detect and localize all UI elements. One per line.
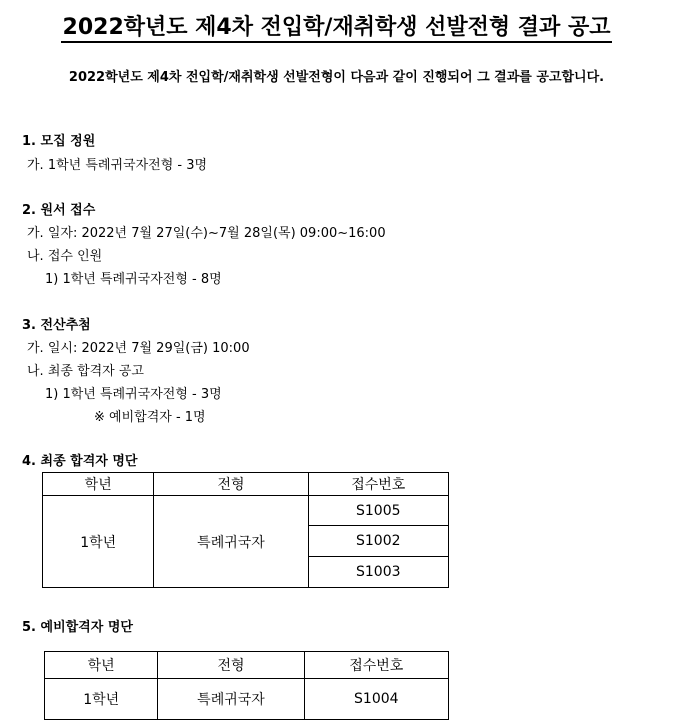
section-3-line-1: 가. 일시: 2022년 7월 29일(금) 10:00	[27, 341, 250, 356]
table-cell-number-1: S1005	[308, 496, 448, 526]
table-cell-type: 특례귀국자	[154, 496, 308, 588]
reserve-cell-grade: 1학년	[45, 679, 158, 720]
table-header-number: 접수번호	[308, 473, 448, 496]
section-3-heading: 3. 전산추첨	[22, 318, 91, 333]
section-3-line-4: ※ 예비합격자 - 1명	[94, 410, 206, 425]
table-cell-grade: 1학년	[43, 496, 154, 588]
section-3-line-3: 1) 1학년 특례귀국자전형 - 3명	[45, 387, 222, 402]
intro-text: 2022학년도 제4차 전입학/재취학생 선발전형이 다음과 같이 진행되어 그 결과를 공고합니다.	[68, 70, 605, 85]
reserve-header-number: 접수번호	[304, 652, 448, 679]
reserve-cell-type: 특례귀국자	[158, 679, 304, 720]
section-2-heading: 2. 원서 접수	[22, 203, 96, 218]
table-cell-number-3: S1003	[308, 557, 448, 588]
table-header-grade: 학년	[43, 473, 154, 496]
reserve-header-grade: 학년	[45, 652, 158, 679]
table-header-type: 전형	[154, 473, 308, 496]
section-2-line-2: 나. 접수 인원	[27, 249, 103, 264]
section-5-heading: 5. 예비합격자 명단	[22, 620, 133, 635]
page-title	[0, 10, 673, 41]
section-4-heading: 4. 최종 합격자 명단	[22, 454, 138, 469]
section-2-line-1: 가. 일자: 2022년 7월 27일(수)~7월 28일(목) 09:00~16:00	[27, 226, 386, 241]
section-2-line-3: 1) 1학년 특례귀국자전형 - 8명	[45, 272, 222, 287]
section-1-line-1: 가. 1학년 특례귀국자전형 - 3명	[27, 158, 208, 173]
table-cell-number-2: S1002	[308, 526, 448, 557]
reserve-cell-number: S1004	[304, 679, 448, 720]
section-3-line-2: 나. 최종 합격자 공고	[27, 364, 144, 379]
reserve-header-type: 전형	[158, 652, 304, 679]
final-pass-table	[42, 472, 449, 588]
reserve-pass-table	[44, 651, 449, 720]
section-1-heading: 1. 모집 정원	[22, 134, 96, 149]
page-title-text: 2022학년도 제4차 전입학/재취학생 선발전형 결과 공고	[61, 15, 613, 43]
